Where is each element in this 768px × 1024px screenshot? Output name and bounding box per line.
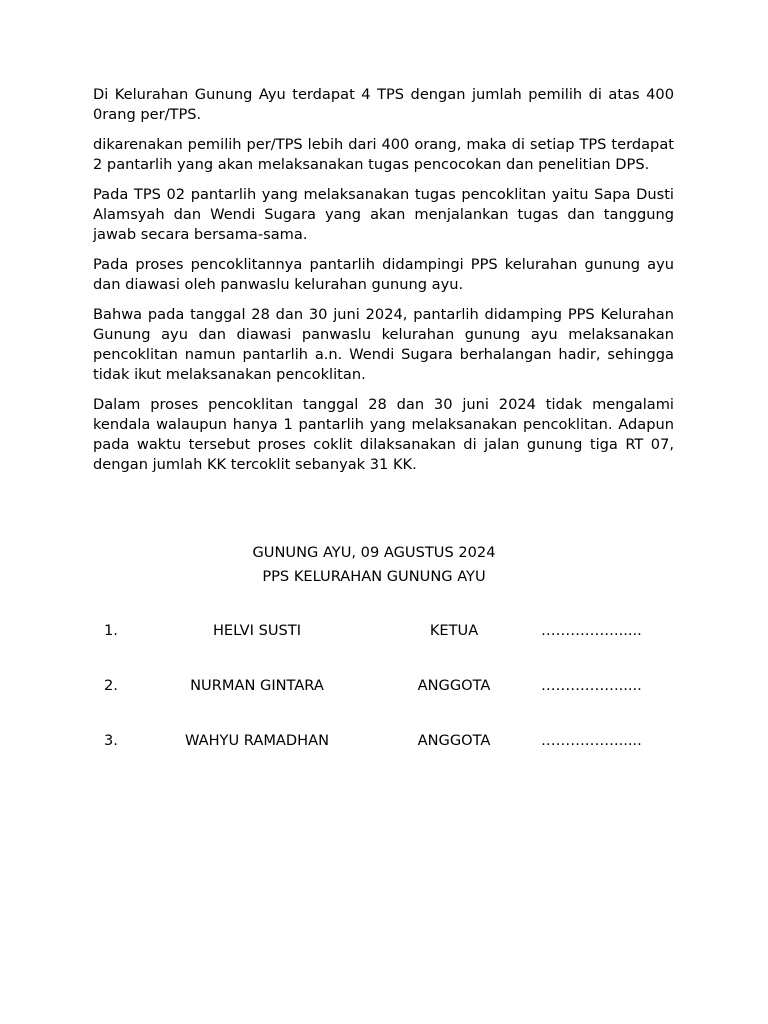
member-role: KETUA <box>429 622 479 639</box>
signature-place-date: GUNUNG AYU, 09 AGUSTUS 2024 <box>252 544 496 561</box>
member-row <box>0 730 768 752</box>
member-number: 3. <box>104 732 118 749</box>
member-name: WAHYU RAMADHAN <box>184 732 330 749</box>
member-number: 2. <box>104 677 118 694</box>
member-signature-line: ……………...... <box>541 677 642 694</box>
member-name: HELVI SUSTI <box>212 622 302 639</box>
signature-organization: PPS KELURAHAN GUNUNG AYU <box>262 568 486 585</box>
member-signature-line: ……………...... <box>541 732 642 749</box>
member-signature-line: ……………...... <box>541 622 642 639</box>
member-row <box>0 675 768 697</box>
paragraph-result: Dalam proses pencoklitan tanggal 28 dan 30 juni 2024 tidak mengalami kendala walaupun hanya 1 pantarlih yang melaksanakan pencoklitan. Adapun pada waktu tersebut proses coklit dilaksanakan di jalan gunung tiga RT 07, dengan jumlah KK tercoklit sebanyak 31 KK. <box>93 396 674 473</box>
member-role: ANGGOTA <box>417 677 491 694</box>
member-role: ANGGOTA <box>417 732 491 749</box>
paragraph-pantarlih-assignment: dikarenakan pemilih per/TPS lebih dari 400 orang, maka di setiap TPS terdapat 2 pantarlih yang akan melaksanakan tugas pencocokan dan penelitian DPS. <box>93 136 674 173</box>
document-body <box>93 85 674 485</box>
member-number: 1. <box>104 622 118 639</box>
paragraph-tps-count: Di Kelurahan Gunung Ayu terdapat 4 TPS dengan jumlah pemilih di atas 400 0rang per/TPS. <box>93 86 674 123</box>
member-row <box>0 620 768 642</box>
member-name: NURMAN GINTARA <box>190 677 324 694</box>
paragraph-absence: Bahwa pada tanggal 28 dan 30 juni 2024, pantarlih didamping PPS Kelurahan Gunung ayu dan diawasi panwaslu kelurahan gunung ayu melaksanakan pencoklitan namun pantarlih a.n. Wendi Sugara berhalangan hadir, sehingga tidak ikut melaksanakan pencoklitan. <box>93 306 674 383</box>
paragraph-supervision: Pada proses pencoklitannya pantarlih didampingi PPS kelurahan gunung ayu dan diawasi oleh panwaslu kelurahan gunung ayu. <box>93 256 674 293</box>
paragraph-tps-02: Pada TPS 02 pantarlih yang melaksanakan tugas pencoklitan yaitu Sapa Dusti Alamsyah dan Wendi Sugara yang akan menjalankan tugas dan tanggung jawab secara bersama-sama. <box>93 186 674 243</box>
